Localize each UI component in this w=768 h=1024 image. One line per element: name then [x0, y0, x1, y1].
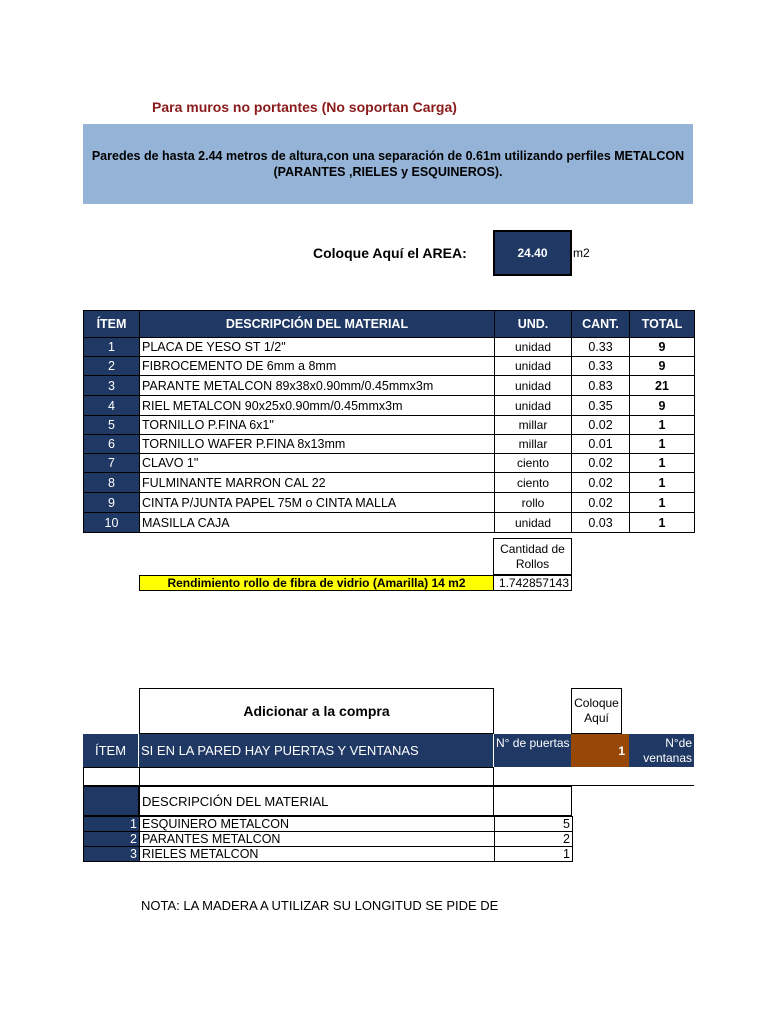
- row-description[interactable]: TORNILLO WAFER P.FINA 8x13mm: [140, 435, 495, 454]
- row-item: 2: [84, 832, 140, 847]
- table-row: [84, 473, 695, 493]
- table-row: [84, 493, 695, 513]
- materials-table: [83, 310, 695, 533]
- row-quantity[interactable]: 0.33: [572, 357, 630, 376]
- row-total[interactable]: 9: [630, 396, 695, 416]
- info-text: Paredes de hasta 2.44 metros de altura,con una separación de 0.61m utilizando perfiles METALCON (PARANTES ,RIELES y ESQUINEROS).: [91, 149, 685, 179]
- table-row: [84, 338, 695, 357]
- table-row: [84, 847, 573, 862]
- area-label: Coloque Aquí el AREA:: [313, 245, 467, 261]
- row-total[interactable]: 9: [630, 338, 695, 357]
- table-row: [84, 357, 695, 376]
- note-text: NOTA: LA MADERA A UTILIZAR SU LONGITUD SE PIDE DE: [141, 898, 499, 913]
- row-unit[interactable]: millar: [495, 435, 572, 454]
- row-description[interactable]: CINTA P/JUNTA PAPEL 75M o CINTA MALLA: [140, 493, 495, 513]
- row-quantity[interactable]: 0.02: [572, 454, 630, 473]
- table-row: [84, 376, 695, 396]
- row-item: 6: [84, 435, 140, 454]
- row-item: 3: [84, 847, 140, 862]
- row-item: 1: [84, 338, 140, 357]
- row-quantity[interactable]: 5: [495, 817, 573, 832]
- desc-header-index: [83, 786, 139, 816]
- row-description[interactable]: PLACA DE YESO ST 1/2": [140, 338, 495, 357]
- header-total: TOTAL: [630, 311, 695, 338]
- row-description[interactable]: TORNILLO P.FINA 6x1": [140, 416, 495, 435]
- row-unit[interactable]: unidad: [495, 338, 572, 357]
- desc-header-qty: [493, 786, 572, 816]
- row-item: 3: [84, 376, 140, 396]
- table-row: [84, 435, 695, 454]
- page-title: Para muros no portantes (No soportan Carga): [152, 99, 457, 115]
- table-row: [84, 416, 695, 435]
- row-total[interactable]: 21: [630, 376, 695, 396]
- row-description[interactable]: PARANTES METALCON: [140, 832, 495, 847]
- row-description[interactable]: ESQUINERO METALCON: [140, 817, 495, 832]
- row-unit[interactable]: ciento: [495, 454, 572, 473]
- row-unit[interactable]: ciento: [495, 473, 572, 493]
- row-description[interactable]: RIEL METALCON 90x25x0.90mm/0.45mmx3m: [140, 396, 495, 416]
- table-row: [84, 817, 573, 832]
- row-unit[interactable]: unidad: [495, 513, 572, 533]
- row-unit[interactable]: millar: [495, 416, 572, 435]
- table-row: [84, 513, 695, 533]
- row-total[interactable]: 1: [630, 513, 695, 533]
- header-unit: UND.: [495, 311, 572, 338]
- row-description[interactable]: PARANTE METALCON 89x38x0.90mm/0.45mmx3m: [140, 376, 495, 396]
- row-quantity[interactable]: 0.02: [572, 416, 630, 435]
- row-unit[interactable]: rollo: [495, 493, 572, 513]
- area-unit: m2: [573, 246, 590, 260]
- additional-materials-table: [83, 816, 573, 862]
- row-quantity[interactable]: 0.33: [572, 338, 630, 357]
- table-row: [84, 454, 695, 473]
- row-quantity[interactable]: 0.01: [572, 435, 630, 454]
- row-quantity[interactable]: 0.83: [572, 376, 630, 396]
- row-description[interactable]: MASILLA CAJA: [140, 513, 495, 533]
- desc-header: DESCRIPCIÓN DEL MATERIAL: [139, 786, 494, 816]
- coloque-aqui-label: Coloque Aquí: [571, 688, 622, 734]
- row-item: 1: [84, 817, 140, 832]
- row-quantity[interactable]: 0.35: [572, 396, 630, 416]
- header-item: ÍTEM: [84, 311, 140, 338]
- row-total[interactable]: 1: [630, 493, 695, 513]
- ventanas-label: N°de ventanas: [643, 736, 692, 765]
- divider: [139, 767, 140, 786]
- info-banner: [83, 124, 693, 204]
- row-unit[interactable]: unidad: [495, 357, 572, 376]
- row-description[interactable]: FULMINANTE MARRON CAL 22: [140, 473, 495, 493]
- row-total[interactable]: 1: [630, 454, 695, 473]
- row-unit[interactable]: unidad: [495, 376, 572, 396]
- row-quantity[interactable]: 0.02: [572, 473, 630, 493]
- row-total[interactable]: 9: [630, 357, 695, 376]
- row-quantity[interactable]: 1: [495, 847, 573, 862]
- area-input-cell[interactable]: 24.40: [493, 230, 572, 276]
- band-item-label: ÍTEM: [83, 734, 139, 767]
- row-item: 9: [84, 493, 140, 513]
- row-total[interactable]: 1: [630, 473, 695, 493]
- row-description[interactable]: FIBROCEMENTO DE 6mm a 8mm: [140, 357, 495, 376]
- row-item: 5: [84, 416, 140, 435]
- adicionar-title: Adicionar a la compra: [139, 688, 494, 734]
- row-item: 8: [84, 473, 140, 493]
- header-quantity: CANT.: [572, 311, 630, 338]
- rendimiento-value[interactable]: 1.742857143: [493, 575, 572, 591]
- row-item: 7: [84, 454, 140, 473]
- row-item: 10: [84, 513, 140, 533]
- row-quantity[interactable]: 0.03: [572, 513, 630, 533]
- rendimiento-label: Rendimiento rollo de fibra de vidrio (Amarilla) 14 m2: [139, 575, 494, 591]
- row-description[interactable]: CLAVO 1": [140, 454, 495, 473]
- row-total[interactable]: 1: [630, 435, 695, 454]
- blank-row: [83, 767, 494, 786]
- row-unit[interactable]: unidad: [495, 396, 572, 416]
- row-quantity[interactable]: 0.02: [572, 493, 630, 513]
- row-quantity[interactable]: 2: [495, 832, 573, 847]
- table-row: [84, 396, 695, 416]
- row-item: 4: [84, 396, 140, 416]
- header-description: DESCRIPCIÓN DEL MATERIAL: [140, 311, 495, 338]
- band-description: SI EN LA PARED HAY PUERTAS Y VENTANAS: [139, 734, 494, 767]
- table-row: [84, 832, 573, 847]
- row-description[interactable]: RIELES METALCON: [140, 847, 495, 862]
- puertas-label: N° de puertas: [496, 736, 570, 750]
- puertas-input[interactable]: 1: [571, 734, 629, 767]
- row-item: 2: [84, 357, 140, 376]
- row-total[interactable]: 1: [630, 416, 695, 435]
- rollos-header: Cantidad de Rollos: [493, 538, 572, 575]
